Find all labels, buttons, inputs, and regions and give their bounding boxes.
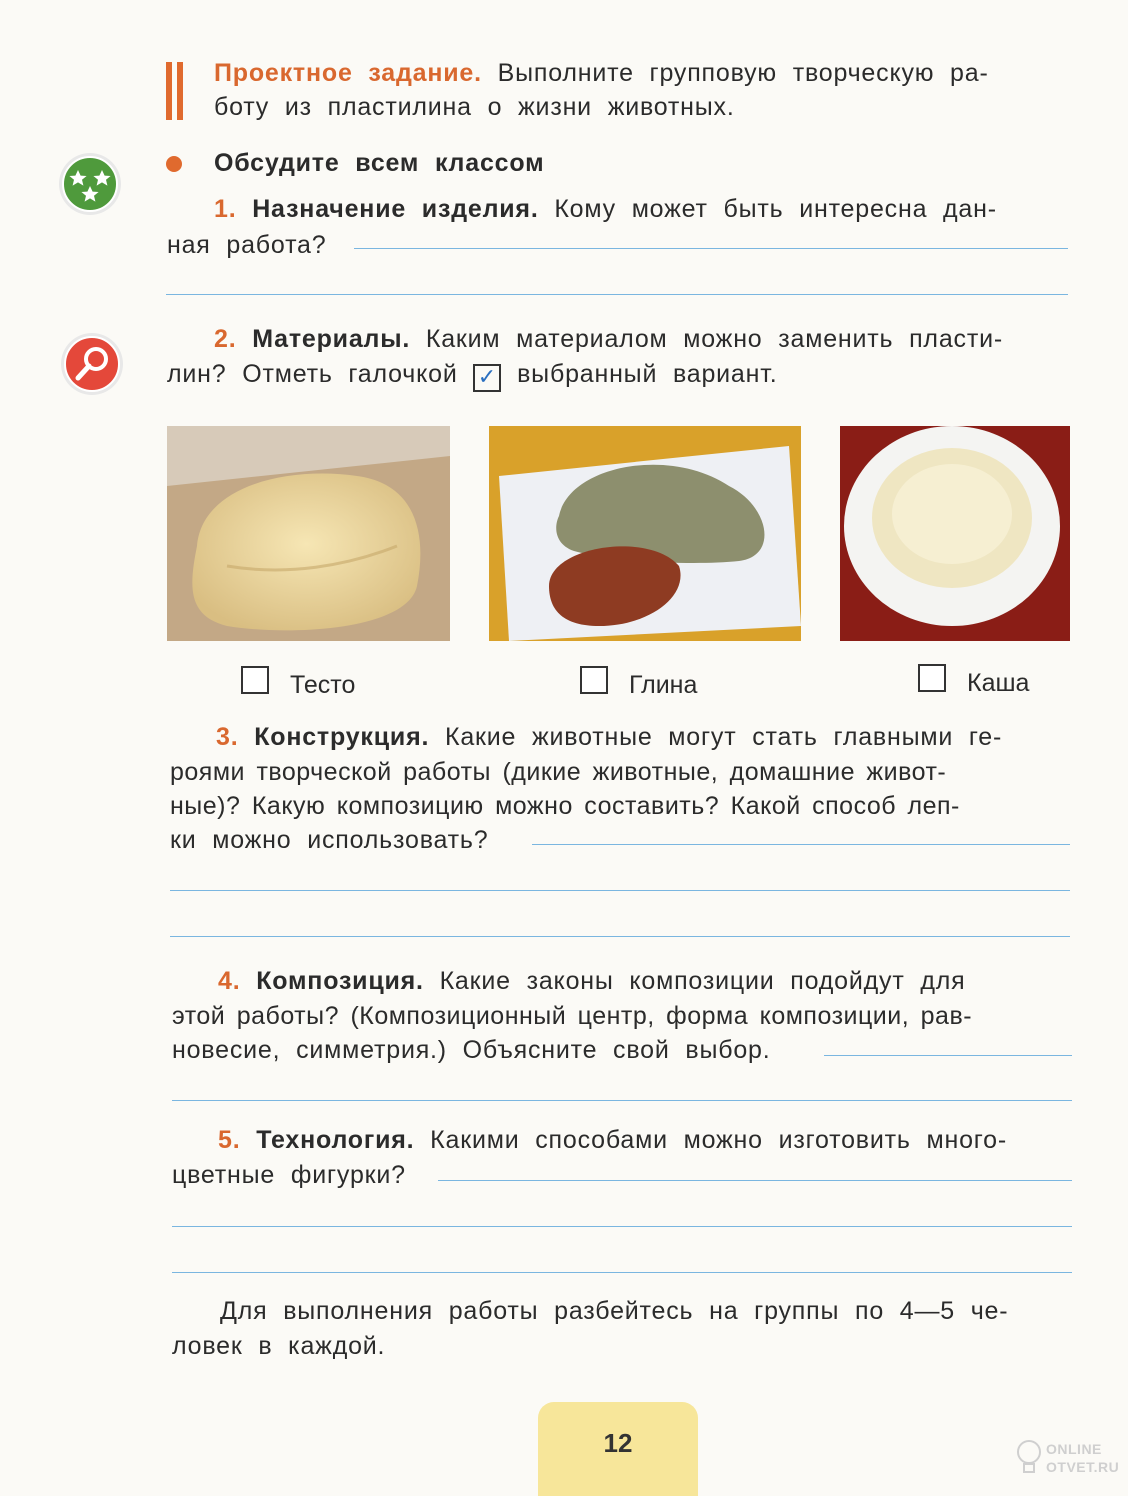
watermark-line2: OTVET.RU [1046, 1459, 1120, 1475]
label-clay: Глина [629, 671, 698, 699]
project-task [214, 56, 1074, 90]
answer-line[interactable] [170, 936, 1070, 937]
checkbox-porridge[interactable] [918, 664, 946, 692]
answer-line[interactable] [172, 1226, 1072, 1227]
lightbulb-icon [1016, 1438, 1042, 1478]
answer-line[interactable] [438, 1180, 1072, 1181]
clay-photo [489, 426, 801, 641]
checkmark-icon: ✓ [473, 364, 501, 392]
q2-text: Каким материалом можно заменить пласти- [425, 325, 1003, 353]
discuss-heading: Обсудите всем классом [214, 149, 545, 177]
q4-line1 [218, 964, 1078, 998]
q1-number: 1. [214, 195, 237, 223]
q1-text: Кому может быть интересна дан- [554, 195, 997, 223]
q2-line1 [214, 322, 1074, 356]
label-porridge: Каша [967, 669, 1030, 697]
footer-note-line2: ловек в каждой. [172, 1332, 386, 1360]
q3-text: Какие животные могут стать главными ге- [444, 723, 1003, 751]
q5-text: Какими способами можно изготовить много- [430, 1126, 1007, 1154]
q5-title: Технология. [256, 1126, 415, 1154]
magnifier-icon [60, 332, 124, 396]
answer-line[interactable] [532, 844, 1070, 845]
q5-number: 5. [218, 1126, 241, 1154]
q4-line3: новесие, симметрия.) Объясните свой выбор. [172, 1036, 771, 1064]
q3-line1 [216, 720, 1076, 754]
porridge-photo [840, 426, 1070, 641]
project-line1: Выполните групповую творческую ра- [497, 59, 989, 87]
checkbox-dough[interactable] [241, 666, 269, 694]
q2-text-a: лин? Отметь галочкой [167, 360, 458, 388]
stars-group-icon [58, 152, 122, 216]
q3-line3: ные)? Какую композицию можно составить? Какой способ леп- [170, 792, 960, 820]
answer-line[interactable] [824, 1055, 1072, 1056]
q1-line1 [214, 192, 1074, 226]
project-line2: боту из пластилина о жизни животных. [214, 93, 735, 121]
page-number-tab [538, 1402, 698, 1496]
q2-line2 [167, 357, 777, 392]
q4-number: 4. [218, 967, 241, 995]
answer-line[interactable] [172, 1100, 1072, 1101]
accent-bar [177, 62, 183, 120]
q2-title: Материалы. [252, 325, 411, 353]
q1-title: Назначение изделия. [252, 195, 539, 223]
answer-line[interactable] [170, 890, 1070, 891]
q4-text: Какие законы композиции подойдут для [439, 967, 966, 995]
checkbox-clay[interactable] [580, 666, 608, 694]
q4-title: Композиция. [256, 967, 424, 995]
q5-line2: цветные фигурки? [172, 1161, 406, 1189]
label-dough: Тесто [290, 671, 356, 699]
accent-bar [166, 62, 172, 120]
q3-number: 3. [216, 723, 239, 751]
page-number: 12 [603, 1428, 633, 1458]
footer-note-line1: Для выполнения работы разбейтесь на группы по 4—5 че- [220, 1297, 1009, 1325]
q2-text-b: выбранный вариант. [517, 360, 778, 388]
q5-line1 [218, 1123, 1078, 1157]
project-label: Проектное задание. [214, 59, 482, 87]
dough-photo [167, 426, 450, 641]
q3-line4: ки можно использовать? [170, 826, 489, 854]
watermark-line1: ONLINE [1046, 1441, 1102, 1457]
answer-line[interactable] [166, 294, 1068, 295]
q3-title: Конструкция. [254, 723, 430, 751]
q3-line2: роями творческой работы (дикие животные, домашние живот- [170, 758, 947, 786]
answer-line[interactable] [354, 248, 1068, 249]
answer-line[interactable] [172, 1272, 1072, 1273]
watermark [1046, 1440, 1119, 1476]
q2-number: 2. [214, 325, 237, 353]
q1-line2: ная работа? [167, 231, 327, 259]
bullet-dot [166, 156, 182, 172]
q4-line2: этой работы? (Композиционный центр, форма композиции, рав- [172, 1002, 973, 1030]
